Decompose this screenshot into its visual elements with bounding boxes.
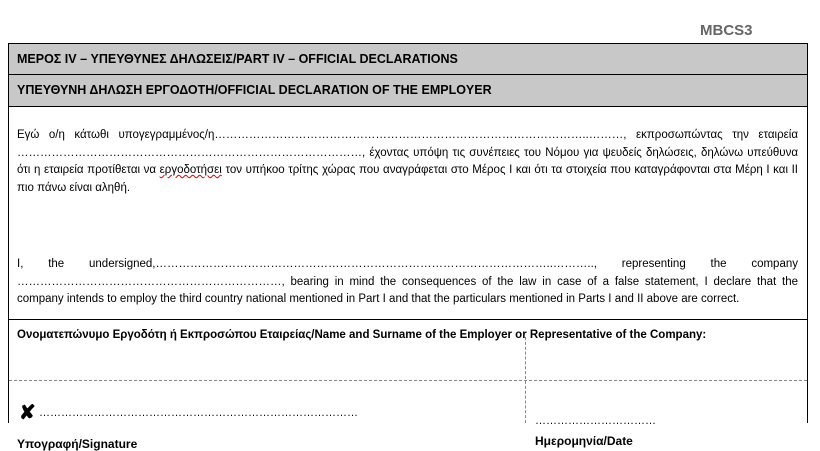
dashed-divider (9, 380, 807, 381)
part-header: ΜΕΡΟΣ IV – ΥΠΕΥΘΥΝΕΣ ΔΗΛΩΣΕΙΣ/PART IV – OFFICIAL DECLARATIONS (9, 43, 807, 75)
greek-declaration-text: Εγώ ο/η κάτωθι υπογεγραμμένος/η……………………………………………………………………………………..………, εκπροσωπώντας την εταιρεία ………………………………………………………………………………, έχοντας υπόψη τις συνέπειες του Νόμου για ψευδείς δηλώσεις, δηλώνω υπεύθυνα ότι η εταιρεία προτίθεται να εργοδοτήσει τον υπήκοο τρίτης χώρας που αναγράφεται στο Μέρος I και ότι τα στοιχεία που καταγράφονται στα Μέρη I και II πιο πάνω είναι αληθή. (17, 129, 798, 194)
english-declaration-text: I, the undersigned,…………………………………………………………………………………………..……….., representing the company ……………………………………………………………, bearing in mind the consequences of the law in case of a false statement, I declare that the company intends to employ the third country national mentioned in Part I and that the particulars mentioned in Parts I and II above are correct. (17, 258, 798, 305)
date-field[interactable]: …………………………… (535, 415, 656, 427)
section-header: ΥΠΕΥΘΥΝΗ ΔΗΛΩΣΗ ΕΡΓΟΔΟΤΗ/OFFICIAL DECLARATION OF THE EMPLOYER (9, 74, 807, 107)
signature-mark-icon: ✘ (19, 402, 36, 424)
spellcheck-word: εργοδοτήσει (159, 164, 222, 176)
section-divider (9, 319, 807, 320)
dashed-column-divider (525, 337, 526, 423)
signature-label: Υπογραφή/Signature (17, 437, 138, 451)
declaration-form (8, 43, 808, 451)
date-label: Ημερομηνία/Date (535, 434, 633, 448)
name-field-label: Ονοματεπώνυμο Εργοδότη ή Εκπροσώπου Εταιρείας/Name and Surname of the Employer or Representative of the Company: (17, 329, 707, 341)
signature-field[interactable]: …………………………………………………………………………… (39, 407, 358, 419)
form-code: MBCS3 (700, 22, 753, 39)
